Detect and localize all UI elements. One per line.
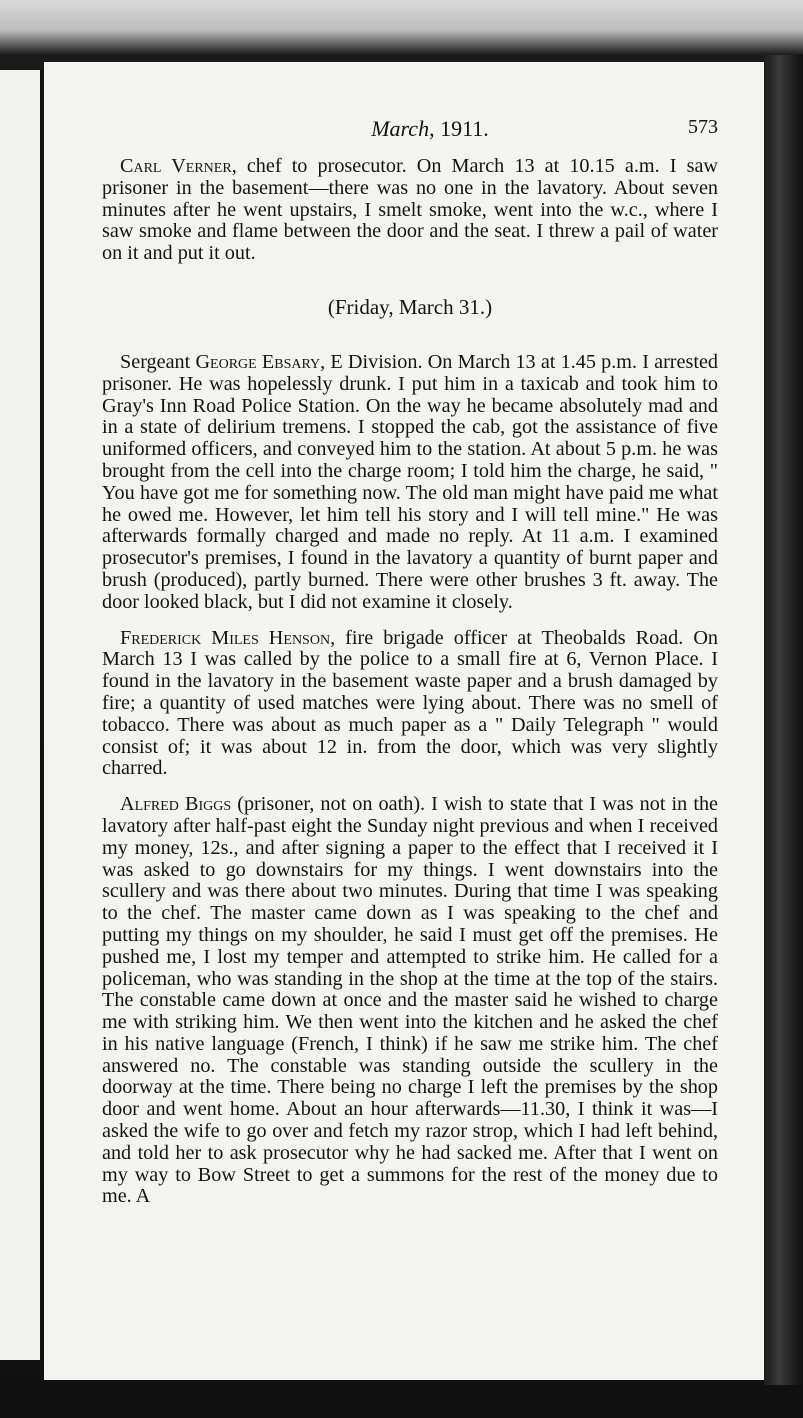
witness-name: Carl Verner [120,155,232,177]
testimony-paragraph [102,628,718,781]
page-number: 573 [688,116,718,138]
testimony-paragraph [102,156,718,265]
book-spine-edge [764,55,803,1385]
witness-rank: Sergeant [120,350,196,373]
testimony-paragraph [102,794,718,1208]
testimony-text: , E Division. On March 13 at 1.45 p.m. I arrested prisoner. He was hopelessly drunk. I put him in a taxicab and took him to Gray's Inn Road Police Station. On the way he became absolutely mad and in a state of delirium tremens. I stopped the cab, got the assistance of five uniformed officers, and conveyed him to the station. At about 5 p.m. he was brought from the cell into the charge room; I told him the charge, he said, " You have got me for something now. The old man might have paid me what he owed me. However, let him tell his story and I will tell mine." He was afterwards formally charged and made no reply. At 11 a.m. I examined prosecutor's premises, I found in the lavatory a quantity of burnt paper and brush (produced), partly burned. There were other brushes 3 ft. away. The door looked black, but I did not examine it closely. [102,350,719,613]
testimony-text: , chef to prosecutor. On March 13 at 10.15 a.m. I saw prisoner in the basement—there was no one in the lavatory. About seven minutes after he went upstairs, I smelt smoke, went into the w.c., where I saw smoke and flame between the door and the seat. I threw a pail of water on it and put it out. [102,155,718,265]
running-title [102,116,718,142]
running-title-month: March [371,116,430,141]
book-page [44,62,764,1380]
witness-name: Frederick Miles Henson [120,626,331,649]
session-date-heading: (Friday, March 31.) [327,294,493,319]
facing-page-edge [0,70,43,1360]
running-title-year: , 1911. [429,116,489,141]
prisoner-name: Alfred Biggs [120,793,232,816]
testimony-text: , fire brigade officer at Theobalds Road. On March 13 I was called by the police to a small fire at 6, Vernon Place. I found in the lavatory in the basement waste paper and a brush damaged by fire; a quantity of used matches were lying about. There was no smell of tobacco. There was about as much paper as a " Daily Telegraph " would consist of; it was about 12 in. from the door, which was very slightly charred. [102,626,718,780]
witness-name: George Ebsary [195,350,321,373]
running-head [102,116,718,146]
testimony-paragraph [102,352,718,614]
statement-text: (prisoner, not on oath). I wish to state that I was not in the lavatory after half-past eight the Sunday night previous and when I received my money, 12s., and after signing a paper to the effect that I received it I was asked to go downstairs for my things. I went downstairs into the scullery and was there about two minutes. During that time I was speaking to the chef. The master came down as I was speaking to the chef and putting my things on my shoulder, he said I must get off the premises. He pushed me, I lost my temper and attempted to strike him. He called for a policeman, who was standing in the shop at the time at the top of the stairs. The constable came down at once and the master said he wished to charge me with striking him. We then went into the kitchen and he asked the chef in his native language (French, I think) if he saw me strike him. The chef answered no. The constable was standing outside the scullery in the doorway at the time. There being no charge I left the premises by the shop door and went home. About an hour afterwards—11.30, I think it was—I asked the wife to go over and fetch my razor strop, which I had left behind, and told her to ask prosecutor why he had sacked me. After that I went on my way to Bow Street to get a summons for the rest of the money due to me. A [102,793,718,1208]
